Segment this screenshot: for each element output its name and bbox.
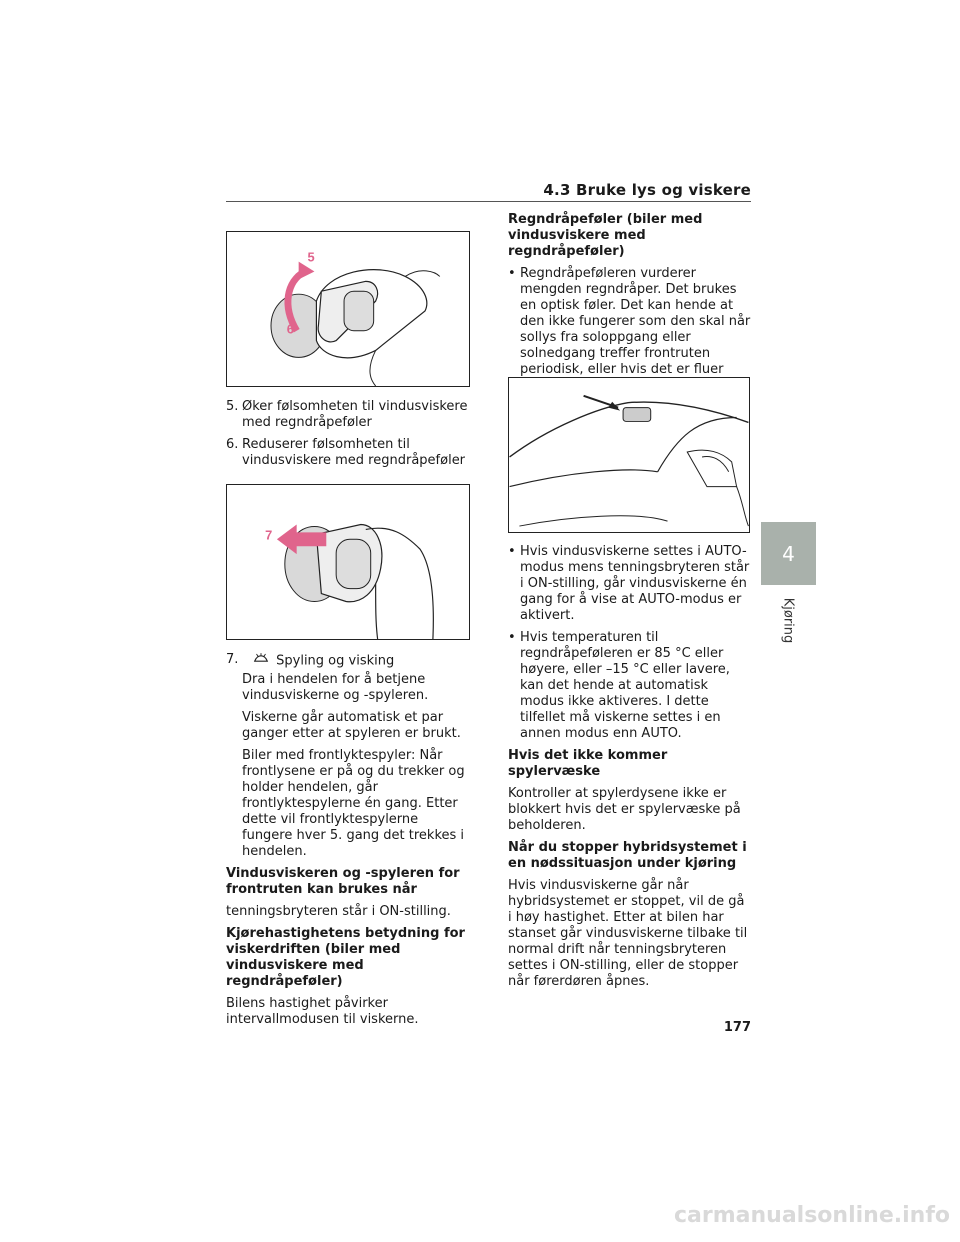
item-7-label: Spyling og visking	[276, 653, 395, 669]
chapter-tab	[761, 522, 816, 585]
section-heading: Vindusviskeren og -spyleren for frontruten kan brukes når	[226, 866, 460, 897]
chapter-label	[746, 590, 830, 650]
sensitivity-list	[226, 399, 472, 475]
item-number: 5.	[226, 399, 239, 414]
list-item: • Hvis temperaturen til regndråpeføleren er 85 °C eller høyere, eller –15 °C eller lavere, kan det hende at automatisk modus ikke aktiveres. I dette tilfellet må viskerne settes i en annen modus enn AUTO.	[508, 630, 730, 741]
item-7-paragraph: Biler med frontlyktespyler: Når frontlysene er på og du trekker og holder hendelen, går frontlyktespylerne én gang. Etter dette vil frontlyktespylerne fungere hver 5. gang det trekkes i hendelen.	[242, 748, 465, 859]
watermark: carmanualsonline.info	[674, 1203, 950, 1228]
label-7: 7	[265, 527, 273, 543]
wiper-knob-illustration	[227, 232, 469, 386]
item-text: Reduserer følsomheten til vindusviskere med regndråpeføler	[242, 437, 466, 468]
label-6: 6	[286, 321, 294, 337]
item-7-paragraph: Dra i hendelen for å betjene vindusviskerne og -spyleren.	[242, 672, 429, 703]
item-text: Øker følsomheten til vindusviskere med regndråpeføler	[242, 399, 468, 430]
paragraph: Bilens hastighet påvirker intervallmodusen til viskerne.	[226, 996, 419, 1027]
right-lower-block	[508, 544, 752, 996]
chapter-label-text: Kjøring	[780, 597, 796, 643]
label-5: 5	[307, 249, 315, 265]
windshield-illustration	[509, 378, 749, 532]
header-divider	[226, 201, 751, 202]
page-number: 177	[723, 1020, 751, 1035]
section-heading: Hvis det ikke kommer spylervæske	[508, 748, 668, 779]
bullet-text: Regndråpeføleren vurderer mengden regndråper. Det brukes en optisk føler. Det kan hende at den ikke fungerer som den skal når sollys fra soloppgang eller solnedgang treffer frontruten periodisk, eller hvis det er fluer	[520, 266, 751, 377]
item-number: 6.	[226, 437, 239, 452]
item-7-block	[226, 652, 472, 1034]
bullet-text: Hvis vindusviskerne settes i AUTO-modus mens tenningsbryteren står i ON-stilling, går vindusviskerne én gang for å vise at AUTO-modus er aktivert.	[520, 544, 750, 623]
bullet-text: Hvis temperaturen til regndråpeføleren er 85 °C eller høyere, eller –15 °C eller lavere, kan det hende at automatisk modus ikke aktiveres. I dette tilfellet må viskerne settes i en annen modus enn AUTO.	[520, 630, 730, 741]
list-item	[226, 437, 472, 469]
figure-wiper-sensitivity	[226, 231, 470, 387]
section-heading: Når du stopper hybridsystemet i en nødssituasjon under kjøring	[508, 840, 747, 871]
section-title: 4.3 Bruke lys og viskere	[543, 181, 751, 199]
section-heading: Kjørehastighetens betydning for viskerdriften (biler med vindusviskere med regndråpeføler)	[226, 926, 465, 989]
section-heading: Regndråpeføler (biler med vindusviskere med regndråpeføler)	[508, 212, 703, 259]
paragraph: Hvis vindusviskerne går når hybridsystemet er stoppet, vil de gå i høy hastighet. Etter at bilen har stanset går vindusviskerne tilbake til normal drift når tenningsbryteren settes i ON-stilling, eller de stopper når førerdøren åpnes.	[508, 878, 748, 989]
item-number: 7.	[226, 652, 239, 667]
list-item: • Hvis vindusviskerne settes i AUTO-modus mens tenningsbryteren står i ON-stilling, går vindusviskerne én gang for å vise at AUTO-modus er aktivert.	[508, 544, 750, 623]
washer-lever-illustration	[227, 485, 469, 639]
item-7-paragraph: Viskerne går automatisk et par ganger etter at spyleren er brukt.	[242, 710, 461, 741]
washer-icon	[252, 652, 272, 670]
figure-washer-lever	[226, 484, 470, 640]
paragraph: tenningsbryteren står i ON-stilling.	[226, 904, 451, 919]
rain-sensor-block	[508, 212, 752, 400]
paragraph: Kontroller at spylerdysene ikke er blokkert hvis det er spylervæske på beholderen.	[508, 786, 741, 833]
figure-rain-sensor	[508, 377, 750, 533]
chapter-number: 4	[782, 541, 795, 566]
list-item	[226, 399, 472, 431]
list-item: • Regndråpeføleren vurderer mengden regndråper. Det brukes en optisk føler. Det kan hende at den ikke fungerer som den skal når sollys fra soloppgang eller solnedgang treffer frontruten periodisk, eller hvis det er fluer	[508, 266, 752, 394]
